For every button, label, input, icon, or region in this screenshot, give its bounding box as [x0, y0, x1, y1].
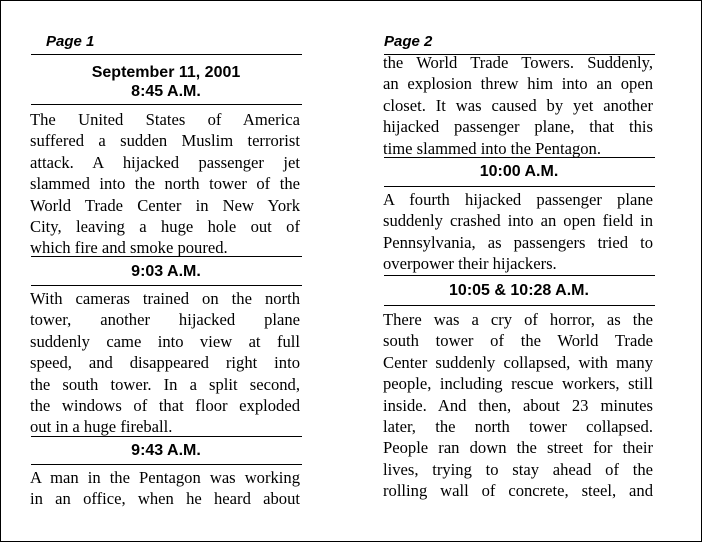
divider — [31, 464, 302, 465]
paragraph-903 — [30, 288, 300, 438]
time-heading: 10:05 & 10:28 A.M. — [449, 282, 589, 299]
page-label: Page 1 — [46, 33, 95, 50]
time-heading: 8:45 A.M. — [131, 83, 201, 100]
text-line: World Trade Center in New York — [30, 195, 300, 215]
paragraph-continued — [383, 52, 653, 159]
text-line: in an office, when he heard about — [30, 489, 300, 509]
text-line: the World Trade Towers. Suddenly, — [383, 53, 653, 72]
text-line: A man in the Pentagon was working — [30, 468, 300, 487]
text-line: There was a cry of horror, as the — [383, 310, 653, 329]
text-line: out in a huge fireball. — [30, 417, 173, 437]
divider — [31, 54, 302, 55]
text-line: closet. It was caused by yet another — [383, 95, 653, 115]
time-heading: 9:43 A.M. — [131, 442, 201, 459]
text-line: With cameras trained on the north — [30, 289, 300, 308]
text-line: Pennsylvania, as passengers tried to — [383, 232, 653, 252]
text-line: Center suddenly collapsed, with many — [383, 352, 653, 372]
divider — [384, 186, 655, 187]
text-line: tower, another hijacked plane — [30, 310, 300, 330]
divider — [384, 275, 655, 276]
text-line: lives, trying to stay ahead of the — [383, 459, 653, 479]
text-line: City, leaving a huge hole out of — [30, 217, 300, 237]
text-line: suffered a sudden Muslim terrorist — [30, 131, 300, 151]
paragraph-943 — [30, 467, 300, 510]
text-line: hijacked passenger plane, that this — [383, 117, 653, 137]
text-line: suddenly crashed into an open field in — [383, 211, 653, 231]
text-line: The United States of America — [30, 110, 300, 129]
paragraph-1000 — [383, 189, 653, 275]
text-line: south tower of the World Trade — [383, 331, 653, 351]
text-line: the windows of that floor exploded — [30, 396, 300, 416]
text-line: A fourth hijacked passenger plane — [383, 190, 653, 209]
divider — [31, 436, 302, 437]
paragraph-845 — [30, 109, 300, 259]
text-line: later, the north tower collapsed. — [383, 417, 653, 437]
text-line: attack. A hijacked passenger jet — [30, 152, 300, 172]
text-line: inside. And then, about 23 minutes — [383, 395, 653, 415]
page-label: Page 2 — [384, 33, 433, 50]
text-line: overpower their hijackers. — [383, 254, 557, 274]
divider — [384, 157, 655, 158]
text-line: suddenly came into view at full — [30, 331, 300, 351]
time-heading: 10:00 A.M. — [479, 163, 559, 180]
text-line: time slammed into the Pentagon. — [383, 138, 601, 158]
text-line: speed, and disappeared right into — [30, 353, 300, 373]
divider — [384, 305, 655, 306]
time-heading: 9:03 A.M. — [131, 263, 201, 280]
text-line: which fire and smoke poured. — [30, 238, 228, 258]
divider — [31, 285, 302, 286]
text-line: rolling wall of concrete, steel, and — [383, 481, 653, 501]
text-line: slammed into the north tower of the — [30, 174, 300, 194]
divider — [31, 104, 302, 105]
text-line: people, including rescue workers, still — [383, 374, 653, 394]
text-line: People ran down the street for their — [383, 438, 653, 458]
text-line: an explosion threw him into an open — [383, 74, 653, 94]
divider — [31, 256, 302, 257]
text-line: the south tower. In a split second, — [30, 374, 300, 394]
paragraph-1005 — [383, 309, 653, 502]
date-heading: September 11, 2001 — [91, 64, 241, 81]
